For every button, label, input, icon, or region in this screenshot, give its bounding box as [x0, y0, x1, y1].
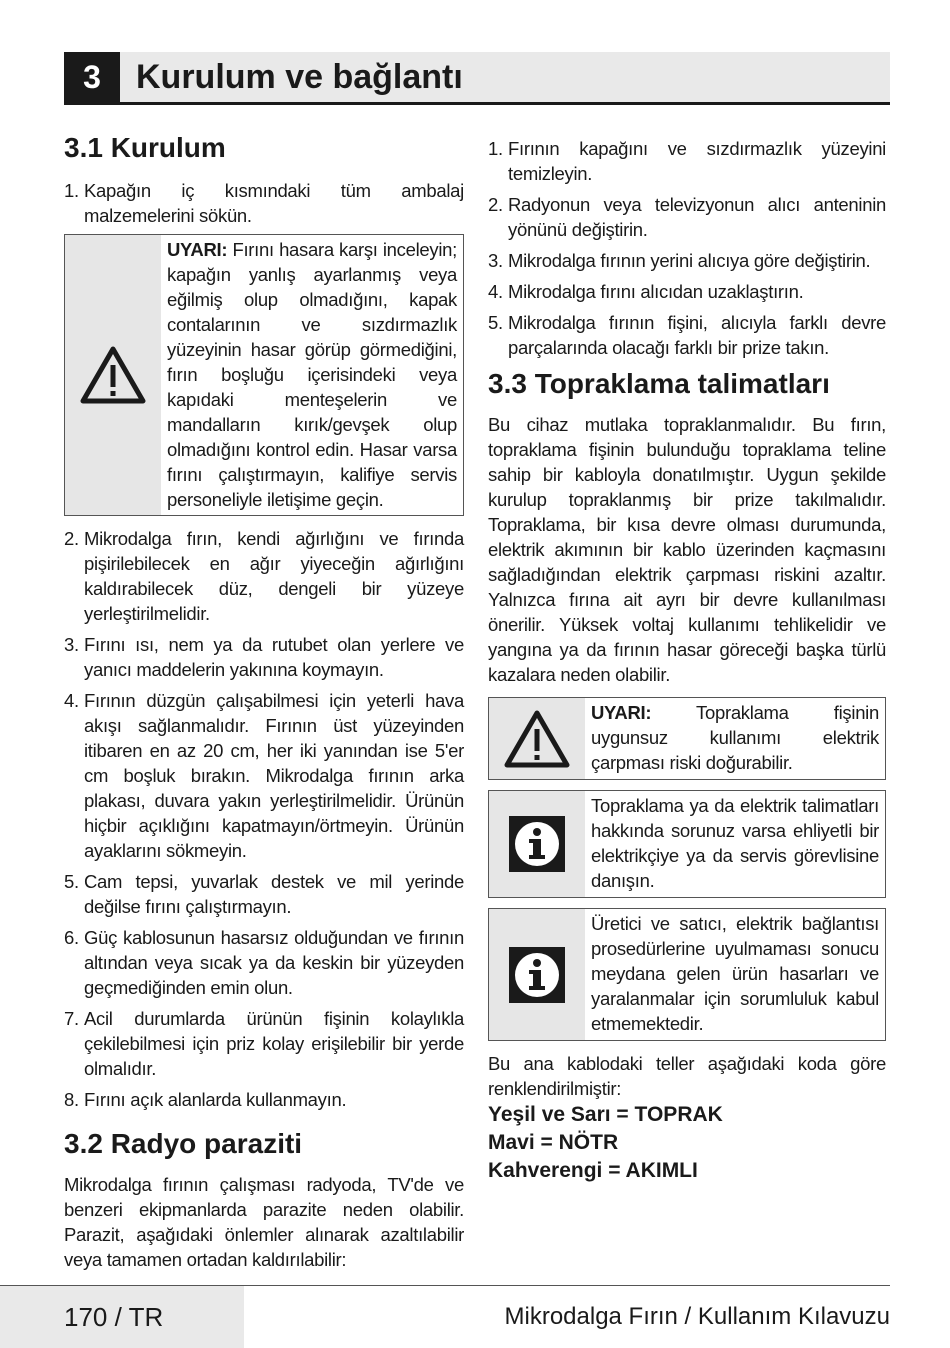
chapter-number: 3	[64, 52, 120, 102]
grounding-intro: Bu cihaz mutlaka topraklanmalıdır. Bu fırın, topraklama fişinin bulunduğu topraklama teline sahip bir kabloyla donatılmıştır. Uygun şekilde kurulup topraklanmış bir prize takılmalıdır. Topraklama, bir kısa devre olması durumunda, elektrik akımının bir kablo üzerinden kaçmasını sağladığından elektrik çarpması riskini azaltır. Yalnızca fırına ait ayrı bir devre kullanılması önerilir. Yüksek voltaj kullanımı tehlikelidir ve yangına ya da fırının hasar göreceği başka türlü kazalara neden olabilir.	[488, 414, 886, 685]
list-item: 8. Fırını açık alanlarda kullanmayın.	[64, 1089, 347, 1110]
left-column	[64, 128, 464, 1272]
info-icon-cell	[489, 791, 585, 897]
list-item: 6. Güç kablosunun hasarsız olduğundan ve fırının altından veya sıcak ya da keskin bir yüzeyden geçmediğinden emin olun.	[64, 927, 464, 998]
list-item: 5. Mikrodalga fırının fişini, alıcıyla farklı devre parçalarında olacağı farklı bir prize takın.	[488, 312, 886, 358]
warning-text: UYARI: Fırını hasara karşı inceleyin; kapağın yanlış ayarlanmış veya eğilmiş olup olmadığını, kapak contalarının ve sızdırmazlık yüzeyinin hasar görüp görmediğini, fırın boşluğu içerisindeki veya kapıdaki menteşelerin ve mandalların kırık/gevşek olup olmadığını kontrol edin. Hasar varsa fırını çalıştırmayın, kalifiye servis personeliyle iletişime geçin.	[167, 239, 457, 510]
info-icon	[509, 947, 565, 1003]
install-list-start	[64, 178, 464, 228]
list-item: 4. Mikrodalga fırını alıcıdan uzaklaştırın.	[488, 281, 804, 302]
list-item: 5. Cam tepsi, yuvarlak destek ve mil yerinde değilse fırını çalıştırmayın.	[64, 871, 464, 917]
section-title-topraklama: 3.3 Topraklama talimatları	[488, 368, 830, 399]
wire-earth: Yeşil ve Sarı = TOPRAK	[488, 1103, 723, 1126]
radio-list	[488, 136, 886, 360]
list-item: 1. Fırının kapağını ve sızdırmazlık yüzeyini temizleyin.	[488, 138, 886, 184]
list-item: 3. Fırını ısı, nem ya da rutubet olan yerlere ve yanıcı maddelerin yakınına koymayın.	[64, 634, 464, 680]
radio-intro: Mikrodalga fırının çalışması radyoda, TV'de ve benzeri ekipmanlarda parazite neden olabilir. Parazit, aşağıdaki önlemler alınarak azaltılabilir veya tamamen ortadan kaldırılabilir:	[64, 1174, 464, 1270]
warning-triangle-icon	[503, 709, 571, 769]
warning-box-grounding	[488, 697, 886, 780]
warning-text: UYARI: Topraklama fişinin uygunsuz kullanımı elektrik çarpması riski doğurabilir.	[591, 702, 879, 773]
warning-label: UYARI:	[591, 702, 652, 723]
list-item: 3. Mikrodalga fırının yerini alıcıya göre değiştirin.	[488, 250, 871, 271]
page-number: 170 / TR	[0, 1286, 244, 1348]
warning-label: UYARI:	[167, 239, 228, 260]
warning-box-install	[64, 234, 464, 516]
info-text: Topraklama ya da elektrik talimatları hakkında sorunuz varsa ehliyetli bir elektrikçiye ya da servis görevlisine danışın.	[591, 795, 879, 891]
info-box-electrician	[488, 790, 886, 898]
right-column	[488, 136, 886, 1185]
warning-icon-cell	[65, 235, 161, 515]
wire-neutral: Mavi = NÖTR	[488, 1131, 619, 1154]
list-item: 2. Mikrodalga fırın, kendi ağırlığını ve fırında pişirilebilecek en ağır yiyeceğin ağırlığını kaldırabilecek düz, dengeli bir yüzeye yerleştirilmelidir.	[64, 528, 464, 624]
list-item: 1. Kapağın iç kısmındaki tüm ambalaj malzemelerini sökün.	[64, 180, 464, 226]
info-box-liability	[488, 908, 886, 1041]
info-icon-cell	[489, 909, 585, 1040]
install-list-rest	[64, 526, 464, 1112]
info-text: Üretici ve satıcı, elektrik bağlantısı prosedürlerine uyulmaması sonucu meydana gelen ürün hasarları ve yaralanmalar için sorumluluk kabul etmemektedir.	[591, 913, 879, 1034]
section-title-radyo: 3.2 Radyo paraziti	[64, 1128, 303, 1159]
list-item: 2. Radyonun veya televizyonun alıcı anteninin yönünü değiştirin.	[488, 194, 886, 240]
warning-triangle-icon	[79, 345, 147, 405]
chapter-header	[64, 52, 890, 105]
wire-colors-intro: Bu ana kablodaki teller aşağıdaki koda göre renklendirilmiştir:	[488, 1053, 886, 1099]
chapter-title: Kurulum ve bağlantı	[136, 58, 463, 96]
list-item: 4. Fırının düzgün çalışabilmesi için yeterli hava akışı sağlanmalıdır. Fırının üst yüzeyinden itibaren en az 20 cm, her iki yanından ise 5'er cm boşluk bırakın. Mikrodalga fırının arka plakası, duvara yakın yerleştirilmelidir. Ürünün hiçbir açıklığını kapatmayın/örtmeyin. Ürünün ayaklarını sökmeyin.	[64, 690, 464, 861]
wire-live: Kahverengi = AKIMLI	[488, 1159, 698, 1182]
warning-icon-cell	[489, 698, 585, 779]
info-icon	[509, 816, 565, 872]
list-item: 7. Acil durumlarda ürünün fişinin kolaylıkla çekilebilmesi için priz kolay erişilebilir bir yerde olmalıdır.	[64, 1008, 464, 1079]
footer-title: Mikrodalga Fırın / Kullanım Kılavuzu	[504, 1303, 890, 1330]
section-title-kurulum: 3.1 Kurulum	[64, 132, 226, 163]
